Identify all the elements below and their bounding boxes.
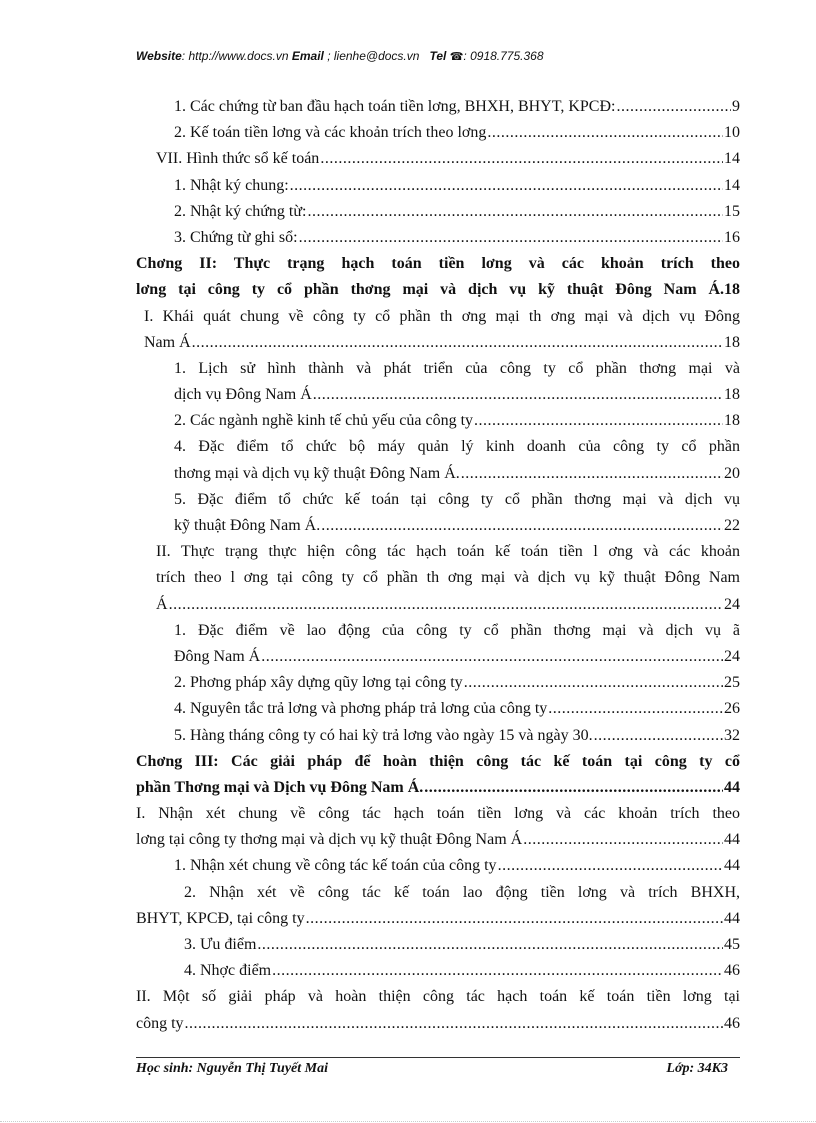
- toc-page-number: 14: [724, 150, 740, 168]
- table-of-contents: [136, 94, 740, 1037]
- toc-entry-text: II. Thực trạng thực hiện công tác hạch toán kế toán tiền l ơng và các khoản: [156, 543, 740, 561]
- toc-entry: [136, 932, 740, 958]
- toc-entry-text: 4. Nguyên tắc trả lơng và phơng pháp trả lơng của công ty: [174, 700, 548, 718]
- toc-page-number: 24: [724, 647, 740, 665]
- toc-entry-text: 5. Hàng tháng công ty có hai kỳ trả lơng vào ngày 15 và ngày 30.: [174, 726, 593, 744]
- toc-entry: [136, 906, 740, 932]
- toc-entry-text: 1. Nhật ký chung:: [174, 176, 289, 194]
- toc-entry: [136, 775, 740, 801]
- email-value[interactable]: ; lienhe@docs.vn: [323, 49, 420, 63]
- toc-entry-text: 3. Chứng từ ghi sổ:: [174, 228, 298, 246]
- toc-entry: [136, 827, 740, 853]
- toc-entry-text: 2. Các ngành nghề kinh tế chủ yếu của công ty: [174, 412, 474, 430]
- toc-entry: [136, 696, 740, 722]
- toc-entry-text: phần Thơng mại và Dịch vụ Đông Nam Á.: [136, 778, 424, 796]
- toc-leader-dots: [424, 775, 723, 801]
- toc-entry: [136, 984, 740, 1010]
- toc-entry: [136, 853, 740, 879]
- toc-leader-dots: [261, 644, 723, 670]
- toc-entry-text: thơng mại và dịch vụ kỹ thuật Đông Nam Á.: [174, 464, 460, 482]
- toc-leader-dots: [272, 958, 723, 984]
- toc-entry-text: 4. Đặc điểm tổ chức bộ máy quản lý kinh doanh của công ty cổ phần: [174, 438, 740, 456]
- toc-entry-text: 1. Các chứng từ ban đầu hạch toán tiền lơng, BHXH, BHYT, KPCĐ:: [174, 98, 616, 115]
- toc-entry: [136, 723, 740, 749]
- toc-entry-text: Đông Nam Á: [174, 647, 261, 665]
- toc-entry-text: 2. Nhận xét về công tác kế toán lao động tiền lơng và trích BHXH,: [184, 883, 740, 901]
- page-bottom-border: [0, 1121, 816, 1122]
- toc-leader-dots: [616, 94, 731, 120]
- toc-entry: [136, 539, 740, 565]
- toc-entry: [136, 461, 740, 487]
- toc-page-number: 22: [724, 517, 740, 534]
- toc-leader-dots: [461, 461, 723, 487]
- toc-entry: [136, 173, 740, 199]
- toc-page-number: 44: [724, 778, 740, 796]
- toc-entry: [136, 618, 740, 644]
- page-footer: [136, 1059, 740, 1075]
- toc-entry-text: 1. Đặc điểm về lao động của công ty cổ phần thơng mại và dịch vụ ã: [174, 621, 740, 639]
- toc-leader-dots: [523, 827, 723, 853]
- website-label: Website: [136, 49, 182, 63]
- toc-entry-text: trích theo l ơng tại công ty cổ phần th ơng mại và dịch vụ kỹ thuật Đông Nam: [156, 569, 740, 587]
- toc-leader-dots: [299, 225, 723, 251]
- toc-entry: [136, 94, 740, 120]
- toc-entry-text: 4. Nhợc điểm: [184, 962, 272, 980]
- toc-entry-text: kỹ thuật Đông Nam Á.: [174, 517, 321, 534]
- toc-entry: [136, 592, 740, 618]
- toc-entry-text: dịch vụ Đông Nam Á: [174, 386, 312, 404]
- toc-entry: [136, 146, 740, 172]
- toc-entry: [136, 304, 740, 330]
- toc-entry: [136, 670, 740, 696]
- toc-entry: [136, 330, 740, 356]
- toc-page-number: 45: [724, 936, 740, 953]
- toc-entry-text: 1. Nhận xét chung về công tác kế toán của công ty: [174, 857, 497, 875]
- toc-page-number: 24: [724, 595, 740, 613]
- tel-label: Tel: [429, 49, 447, 63]
- toc-leader-dots: [320, 146, 723, 172]
- toc-leader-dots: [313, 382, 723, 408]
- toc-entry: [136, 120, 740, 146]
- toc-entry: [136, 408, 740, 434]
- toc-entry: [136, 1011, 740, 1037]
- toc-leader-dots: [548, 696, 723, 722]
- tel-value: : 0918.775.368: [463, 49, 544, 63]
- toc-leader-dots: [192, 330, 723, 356]
- toc-entry: [136, 487, 740, 513]
- page-header: [136, 49, 544, 63]
- toc-page-number: 15: [724, 202, 740, 220]
- toc-entry: [136, 880, 740, 906]
- toc-entry: [136, 434, 740, 460]
- toc-page-number: 25: [724, 674, 740, 692]
- phone-icon: ☎: [449, 51, 464, 63]
- toc-entry-text: BHYT, KPCĐ, tại công ty: [136, 909, 305, 927]
- toc-leader-dots: [257, 932, 723, 958]
- toc-entry-text: lơng tại công ty cổ phần thơng mại và dịch vụ kỹ thuật Đông Nam Á.18: [136, 281, 740, 299]
- toc-entry: [136, 644, 740, 670]
- toc-entry-text: Nam Á: [144, 333, 191, 351]
- toc-leader-dots: [487, 120, 723, 146]
- toc-leader-dots: [498, 853, 723, 879]
- toc-leader-dots: [307, 199, 723, 225]
- toc-entry: [136, 801, 740, 827]
- toc-entry-text: VII. Hình thức sổ kế toán: [156, 150, 320, 168]
- toc-page-number: 44: [724, 909, 740, 927]
- toc-leader-dots: [169, 592, 723, 618]
- toc-leader-dots: [306, 906, 723, 932]
- toc-entry-text: I. Nhận xét chung về công tác hạch toán tiền lơng và các khoản trích theo: [136, 805, 740, 823]
- toc-entry: [136, 749, 740, 775]
- toc-page-number: 44: [724, 831, 740, 849]
- toc-entry: [136, 277, 740, 303]
- toc-entry-text: Á: [156, 595, 168, 613]
- toc-leader-dots: [290, 173, 723, 199]
- toc-leader-dots: [321, 513, 723, 539]
- footer-class: Lớp: 34K3: [666, 1061, 728, 1075]
- toc-entry-text: Chơng III: Các giải pháp để hoàn thiện công tác kế toán tại công ty cổ: [136, 752, 740, 770]
- toc-entry-text: công ty: [136, 1014, 184, 1032]
- toc-entry-text: 2. Kế toán tiền lơng và các khoản trích theo lơng: [174, 124, 487, 142]
- toc-entry-text: 5. Đặc điểm tổ chức kế toán tại công ty cổ phần thơng mại và dịch vụ: [174, 490, 740, 508]
- toc-entry: [136, 356, 740, 382]
- toc-leader-dots: [474, 408, 723, 434]
- toc-entry: [136, 513, 740, 539]
- toc-page-number: 20: [724, 464, 740, 482]
- toc-page-number: 14: [724, 176, 740, 194]
- toc-leader-dots: [594, 723, 723, 749]
- footer-divider: [136, 1057, 740, 1058]
- toc-page-number: 44: [724, 857, 740, 875]
- toc-page-number: 18: [724, 386, 740, 404]
- toc-entry: [136, 958, 740, 984]
- toc-leader-dots: [464, 670, 723, 696]
- toc-page-number: 26: [724, 700, 740, 718]
- toc-entry-text: 3. Ưu điểm: [184, 936, 257, 953]
- website-value[interactable]: : http://www.docs.vn: [181, 49, 289, 63]
- toc-entry: [136, 565, 740, 591]
- footer-student: Học sinh: Nguyễn Thị Tuyết Mai: [136, 1061, 328, 1075]
- toc-entry-text: 1. Lịch sử hình thành và phát triển của công ty cổ phần thơng mại và: [174, 359, 740, 377]
- toc-page-number: 32: [724, 726, 740, 744]
- toc-leader-dots: [185, 1011, 723, 1037]
- toc-entry: [136, 251, 740, 277]
- toc-page-number: 9: [732, 98, 740, 115]
- toc-entry-text: I. Khái quát chung về công ty cổ phần th ơng mại th ơng mại và dịch vụ Đông: [144, 307, 740, 325]
- toc-page-number: 18: [724, 412, 740, 430]
- toc-page-number: 16: [724, 228, 740, 246]
- toc-entry: [136, 225, 740, 251]
- toc-page-number: 46: [724, 962, 740, 980]
- toc-entry: [136, 382, 740, 408]
- toc-entry-text: II. Một số giải pháp và hoàn thiện công tác hạch toán kế toán tiền lơng tại: [136, 988, 740, 1006]
- toc-page-number: 10: [724, 124, 740, 142]
- toc-page-number: 18: [724, 333, 740, 351]
- toc-entry-text: lơng tại công ty thơng mại và dịch vụ kỹ thuật Đông Nam Á: [136, 831, 523, 849]
- toc-page-number: 46: [724, 1014, 740, 1032]
- toc-entry-text: Chơng II: Thực trạng hạch toán tiền lơng và các khoản trích theo: [136, 255, 740, 273]
- email-label: Email: [291, 49, 324, 63]
- toc-entry-text: 2. Phơng pháp xây dựng qũy lơng tại công ty: [174, 674, 463, 692]
- toc-entry-text: 2. Nhật ký chứng từ:: [174, 202, 307, 220]
- toc-entry: [136, 199, 740, 225]
